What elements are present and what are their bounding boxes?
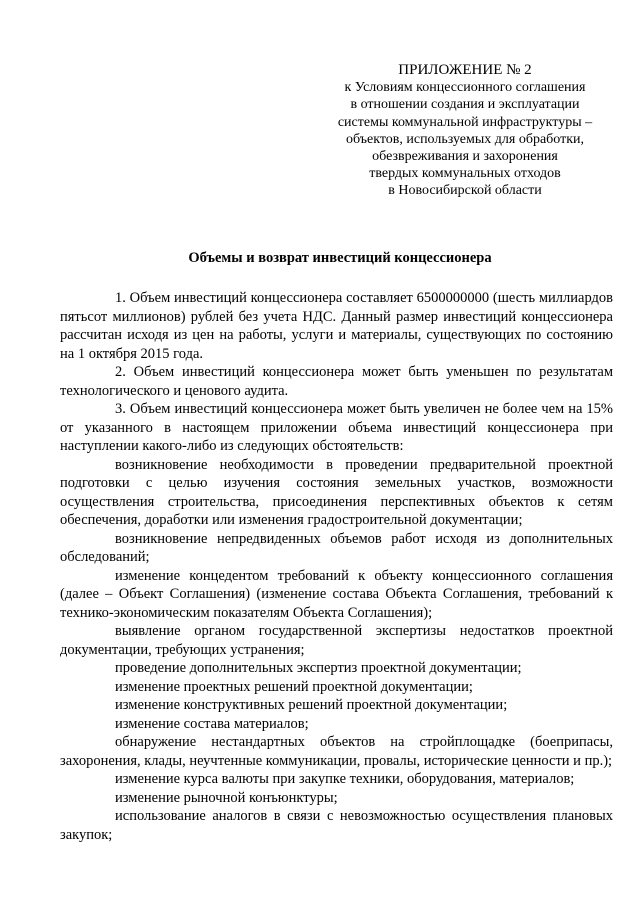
appendix-heading: ПРИЛОЖЕНИЕ № 2 xyxy=(398,62,532,78)
paragraph-reduction: 2. Объем инвестиций концессионера может быть уменьшен по результатам технологического и ценового аудита. xyxy=(60,364,613,399)
circumstance-item: изменение курса валюты при закупке техники, оборудования, материалов; xyxy=(115,771,575,787)
document-body xyxy=(60,289,613,844)
circumstance-item: выявление органом государственной экспертизы недостатков проектной документации, требующих устранения; xyxy=(60,623,613,658)
appendix-header xyxy=(310,62,620,200)
paragraph-increase: 3. Объем инвестиций концессионера может быть увеличен не более чем на 15% от указанного в настоящем приложении объема инвестиций концессионера при наступлении какого-либо из следующих обстоятельств: xyxy=(60,401,613,454)
paragraph-investment-volume: 1. Объем инвестиций концессионера составляет 6500000000 (шесть миллиардов пятьсот миллионов) рублей без учета НДС. Данный размер инвестиций концессионера рассчитан исходя из цен на работы, услуги и материалы, существующих по состоянию на 1 октября 2015 года. xyxy=(60,290,613,362)
circumstance-item: изменение конструктивных решений проектной документации; xyxy=(115,697,508,713)
circumstance-item: использование аналогов в связи с невозможностью осуществления плановых закупок; xyxy=(60,808,613,843)
circumstance-item: изменение состава материалов; xyxy=(115,715,309,732)
circumstance-item: изменение концедентом требований к объекту концессионного соглашения (далее – Объект Соглашения) (изменение состава Объекта Соглашения, требований к технико-экономическим показателям Объекта Соглашения); xyxy=(60,567,613,621)
circumstance-item: обнаружение нестандартных объектов на стройплощадке (боеприпасы, захоронения, клады, неучтенные коммуникации, провалы, исторические ценности и пр.); xyxy=(60,734,613,769)
circumstance-item: изменение рыночной конъюнктуры; xyxy=(115,789,338,806)
appendix-line: обезвреживания и захоронения xyxy=(372,149,558,165)
circumstance-item: изменение проектных решений проектной документации; xyxy=(115,678,473,695)
appendix-line: твердых коммунальных отходов xyxy=(369,166,561,182)
circumstance-item: возникновение необходимости в проведении предварительной проектной подготовки с целью изучения состояния земельных участков, возможности осуществления строительства, присоединения перспективных объектов к сетям обеспечения, доработки или изменения градостроительной документации; xyxy=(60,456,613,528)
document-title: Объемы и возврат инвестиций концессионера xyxy=(188,250,492,266)
appendix-line: к Условиям концессионного соглашения xyxy=(344,80,586,96)
appendix-line: в Новосибирской области xyxy=(388,183,542,199)
circumstance-item: проведение дополнительных экспертиз проектной документации; xyxy=(115,660,522,676)
appendix-line: в отношении создания и эксплуатации xyxy=(350,97,580,113)
appendix-line: объектов, используемых для обработки, xyxy=(345,131,585,147)
circumstance-item: возникновение непредвиденных объемов работ исходя из дополнительных обследований; xyxy=(60,530,613,565)
appendix-line: системы коммунальной инфраструктуры – xyxy=(337,114,593,130)
